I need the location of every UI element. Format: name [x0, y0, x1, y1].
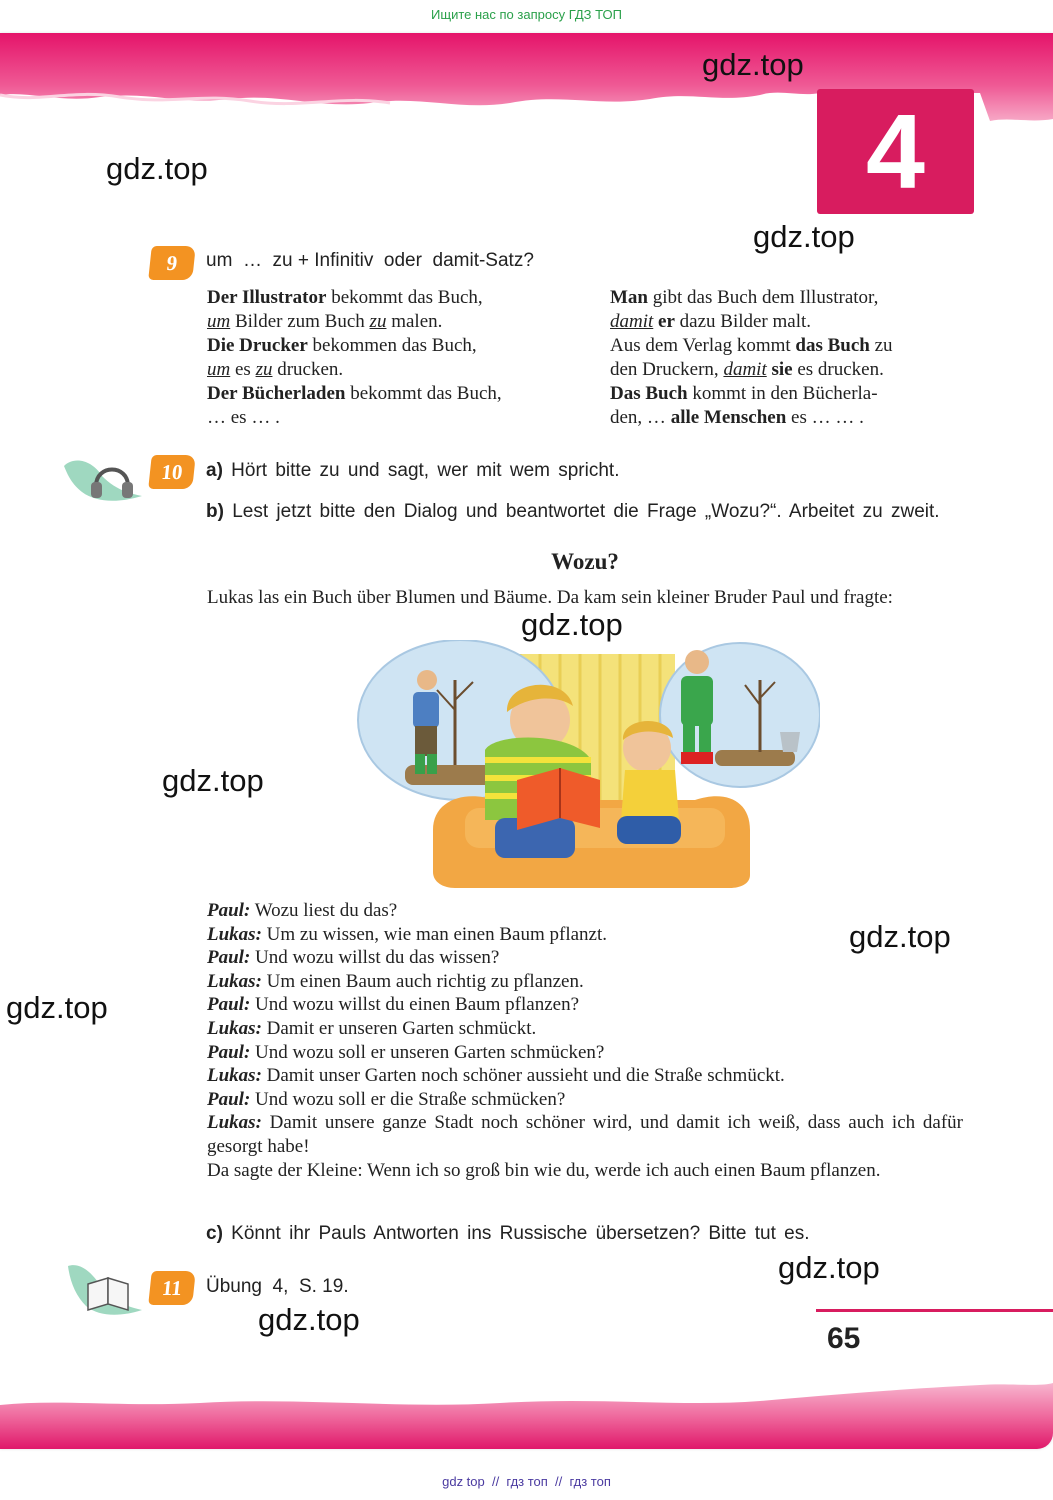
watermark: gdz.top	[849, 919, 951, 954]
line: Der Bücherladen bekommt das Buch,	[207, 383, 502, 404]
dialog-line: Paul: Und wozu soll er die Straße schmücken?	[207, 1088, 566, 1110]
exercise-9-right-column	[610, 286, 962, 430]
dialog-line: Lukas: Damit unser Garten noch schöner aussieht und die Straße schmückt.	[207, 1065, 785, 1087]
dialog-line: Lukas: Damit unsere ganze Stadt noch schöner wird, und damit ich weiß, dass auch ich dafür gesorgt habe!	[207, 1112, 963, 1157]
exercise-9-heading: um … zu + Infinitiv oder damit-Satz?	[206, 250, 534, 271]
illustration-boys-reading	[355, 640, 820, 888]
line: um es zu drucken.	[207, 359, 344, 380]
line: Der Illustrator bekommt das Buch,	[207, 287, 483, 308]
top-search-note: Ищите нас по запросу ГДЗ ТОП	[431, 7, 622, 22]
headphones-icon	[62, 446, 144, 506]
watermark: gdz.top	[6, 990, 108, 1025]
chapter-number: 4	[866, 93, 925, 211]
line: Das Buch kommt in den Bücherla-	[610, 383, 878, 404]
dialog-line: Paul: Und wozu willst du einen Baum pflanzen?	[207, 994, 580, 1016]
line: um Bilder zum Buch zu malen.	[207, 311, 443, 332]
watermark: gdz.top	[521, 607, 623, 642]
dialog-line: Lukas: Um zu wissen, wie man einen Baum pflanzt.	[207, 923, 607, 945]
dialog-closing: Da sagte der Kleine: Wenn ich so groß bin wie du, werde ich auch einen Baum pflanzen.	[207, 1159, 881, 1181]
exercise-10b-task: b) Lest jetzt bitte den Dialog und beantwortet die Frage „Wozu?“. Arbeitet zu zweit.	[206, 501, 940, 522]
watermark: gdz.top	[106, 151, 208, 186]
exercise-11-task: Übung 4, S. 19.	[206, 1276, 349, 1297]
watermark: gdz.top	[778, 1250, 880, 1285]
exercise-11-badge: 11	[148, 1271, 196, 1305]
bottom-decorative-band	[0, 1379, 1053, 1449]
dialog-line: Lukas: Damit er unseren Garten schmückt.	[207, 1017, 537, 1039]
line: damit er dazu Bilder malt.	[610, 311, 812, 332]
dialog-text	[207, 899, 963, 1182]
exercise-10c-task: c) Könnt ihr Pauls Antworten ins Russische übersetzen? Bitte tut es.	[206, 1223, 810, 1244]
dialog-line: Paul: Und wozu soll er unseren Garten schmücken?	[207, 1041, 605, 1063]
dialog-line: Lukas: Um einen Baum auch richtig zu pflanzen.	[207, 970, 584, 992]
line: den Druckern, damit sie es drucken.	[610, 359, 884, 380]
open-book-icon	[66, 1260, 144, 1318]
line: den, … alle Menschen es … … .	[610, 407, 864, 428]
dialog-title: Wozu?	[551, 549, 619, 574]
exercise-10-badge: 10	[148, 455, 196, 489]
line: Die Drucker bekommen das Buch,	[207, 335, 477, 356]
watermark: gdz.top	[753, 219, 855, 254]
dialog-line: Paul: Und wozu willst du das wissen?	[207, 947, 500, 969]
watermark: gdz.top	[162, 763, 264, 798]
watermark: gdz.top	[258, 1302, 360, 1337]
line: Man gibt das Buch dem Illustrator,	[610, 287, 879, 308]
watermark: gdz.top	[702, 47, 804, 82]
line: … es … .	[207, 407, 280, 428]
line: Aus dem Verlag kommt das Buch zu	[610, 335, 893, 356]
page-number-rule	[816, 1309, 1053, 1312]
dialog-intro: Lukas las ein Buch über Blumen und Bäume. Da kam sein kleiner Bruder Paul und fragte:	[207, 587, 893, 608]
page-number: 65	[827, 1322, 861, 1355]
exercise-9-left-column	[207, 286, 557, 430]
exercise-10a-task: a) Hört bitte zu und sagt, wer mit wem spricht.	[206, 460, 620, 481]
exercise-9-badge: 9	[148, 246, 196, 280]
bottom-search-note: gdz top // гдз топ // гдз топ	[442, 1474, 611, 1489]
dialog-line: Paul: Wozu liest du das?	[207, 900, 398, 921]
